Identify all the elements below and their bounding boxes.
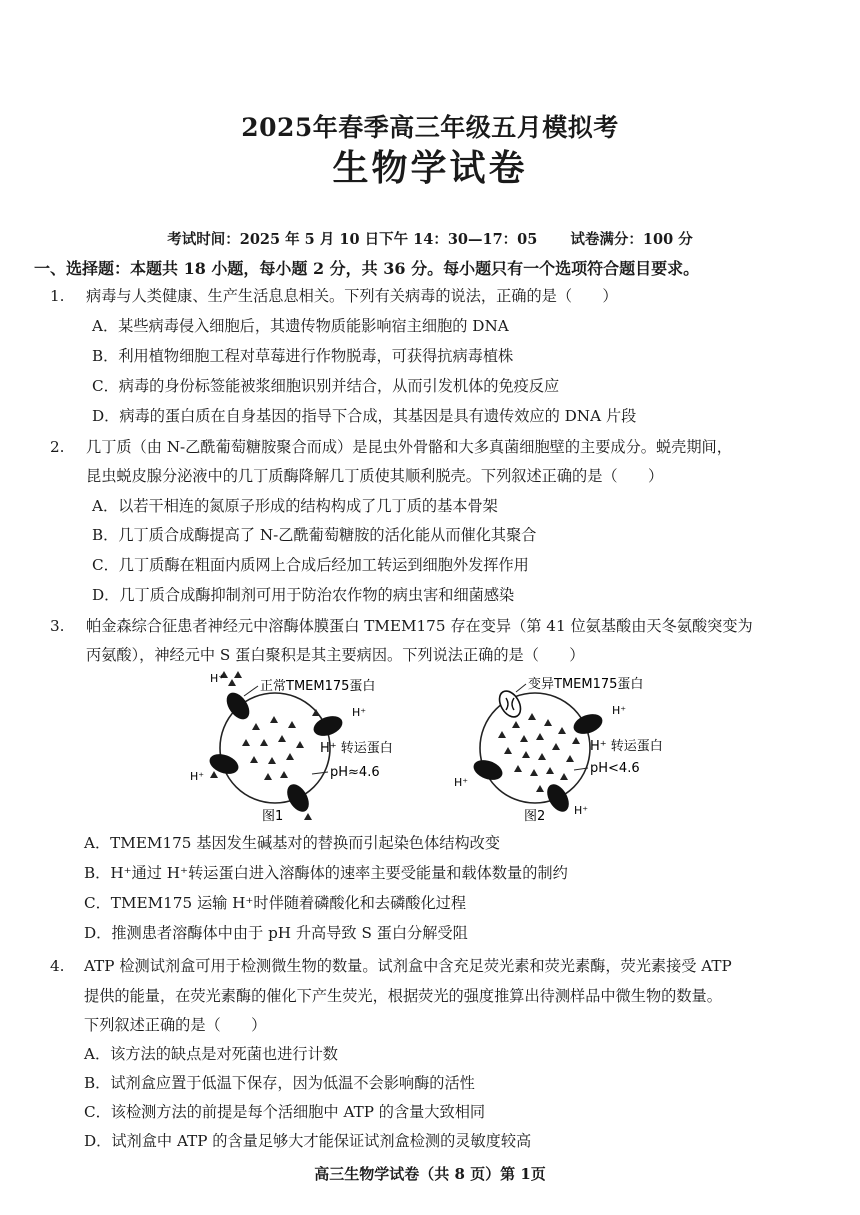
transporter-label: H⁺ 转运蛋白 xyxy=(320,741,393,756)
question-stem: 昆虫蜕皮腺分泌液中的几丁质酶降解几丁质使其顺利脱壳。下列叙述正确的是（ ） xyxy=(86,467,664,485)
option-b: B．几丁质合成酶提高了 N-乙酰葡萄糖胺的活化能从而催化其聚合 xyxy=(92,526,537,544)
exam-meta xyxy=(0,228,860,249)
option-d: D．病毒的蛋白质在自身基因的指导下合成，其基因是具有遗传效应的 DNA 片段 xyxy=(92,407,637,425)
question-stem: 帕金森综合征患者神经元中溶酶体膜蛋白 TMEM175 存在变异（第 41 位氨基酸由天冬氨酸突变为 xyxy=(86,617,753,635)
question-number: 4. xyxy=(50,957,65,975)
option-a: A．TMEM175 基因发生碱基对的替换而引起染色体结构改变 xyxy=(84,834,501,852)
h-ion-label: H⁺ xyxy=(574,804,589,817)
question-stem: 丙氨酸），神经元中 S 蛋白聚积是其主要病因。下列说法正确的是（ ） xyxy=(86,646,585,664)
exam-time: 考试时间：2025 年 5 月 10 日下午 14：30—17：05 xyxy=(167,231,538,248)
option-c: C．几丁质酶在粗面内质网上合成后经加工转运到细胞外发挥作用 xyxy=(92,556,529,574)
option-c: C．病毒的身份标签能被浆细胞识别并结合，从而引发机体的免疫反应 xyxy=(92,377,560,395)
question-stem: 提供的能量，在荧光素酶的催化下产生荧光，根据荧光的强度推算出待测样品中微生物的数量。 xyxy=(84,987,722,1005)
exam-title: 2025年春季高三年级五月模拟考 xyxy=(241,113,619,142)
page-footer: 高三生物学试卷（共 8 页）第 1页 xyxy=(314,1165,546,1183)
option-b: B．H⁺通过 H⁺转运蛋白进入溶酶体的速率主要受能量和载体数量的制约 xyxy=(84,864,568,882)
option-d: D．推测患者溶酶体中由于 pH 升高导致 S 蛋白分解受阻 xyxy=(84,924,468,942)
lysosome-figure xyxy=(180,668,700,828)
question-stem: ATP 检测试剂盒可用于检测微生物的数量。试剂盒中含充足荧光素和荧光素酶，荧光素接受 ATP xyxy=(84,957,732,975)
question-number: 3. xyxy=(50,617,65,635)
figure-1 xyxy=(190,671,393,824)
protein-label: 正常TMEM175蛋白 xyxy=(260,679,376,694)
h-ion-label: H⁺ xyxy=(454,776,469,789)
h-ion-label: H⁺ xyxy=(612,704,627,717)
transporter-label: H⁺ 转运蛋白 xyxy=(590,739,663,754)
ph-label: pH<4.6 xyxy=(590,761,640,776)
question-stem: 几丁质（由 N-乙酰葡萄糖胺聚合而成）是昆虫外骨骼和大多真菌细胞壁的主要成分。蜕壳期间， xyxy=(86,438,732,456)
option-a: A．以若干相连的氮原子形成的结构构成了几丁质的基本骨架 xyxy=(92,497,498,515)
question-number: 2. xyxy=(50,438,65,456)
option-a: A．该方法的缺点是对死菌也进行计数 xyxy=(84,1045,338,1063)
figure-caption: 图2 xyxy=(524,809,546,824)
option-d: D．几丁质合成酶抑制剂可用于防治农作物的病虫害和细菌感染 xyxy=(92,586,515,604)
h-ion-label: H⁺ xyxy=(352,706,367,719)
h-ion-label: H⁺ xyxy=(210,672,225,685)
question-number: 1. xyxy=(50,287,65,305)
h-ion-label: H⁺ xyxy=(190,770,205,783)
option-b: B．利用植物细胞工程对草莓进行作物脱毒，可获得抗病毒植株 xyxy=(92,347,514,365)
ph-label: pH≈4.6 xyxy=(330,765,380,780)
option-b: B．试剂盒应置于低温下保存，因为低温不会影响酶的活性 xyxy=(84,1074,475,1092)
figure-2 xyxy=(454,676,663,824)
option-c: C．该检测方法的前提是每个活细胞中 ATP 的含量大致相同 xyxy=(84,1103,486,1121)
question-stem: 病毒与人类健康、生产生活息息相关。下列有关病毒的说法，正确的是（ ） xyxy=(86,287,618,305)
figure-caption: 图1 xyxy=(262,809,284,824)
option-d: D．试剂盒中 ATP 的含量足够大才能保证试剂盒检测的灵敏度较高 xyxy=(84,1132,532,1150)
option-a: A．某些病毒侵入细胞后，其遗传物质能影响宿主细胞的 DNA xyxy=(92,317,509,335)
option-c: C．TMEM175 运输 H⁺时伴随着磷酸化和去磷酸化过程 xyxy=(84,894,467,912)
question-stem: 下列叙述正确的是（ ） xyxy=(84,1016,267,1034)
protein-label: 变异TMEM175蛋白 xyxy=(528,677,644,692)
section-heading: 一、选择题：本题共 18 小题，每小题 2 分，共 36 分。每小题只有一个选项符合题目要求。 xyxy=(34,259,700,278)
exam-subject-title: 生物学试卷 xyxy=(332,147,528,189)
full-score: 试卷满分：100 分 xyxy=(570,231,693,248)
